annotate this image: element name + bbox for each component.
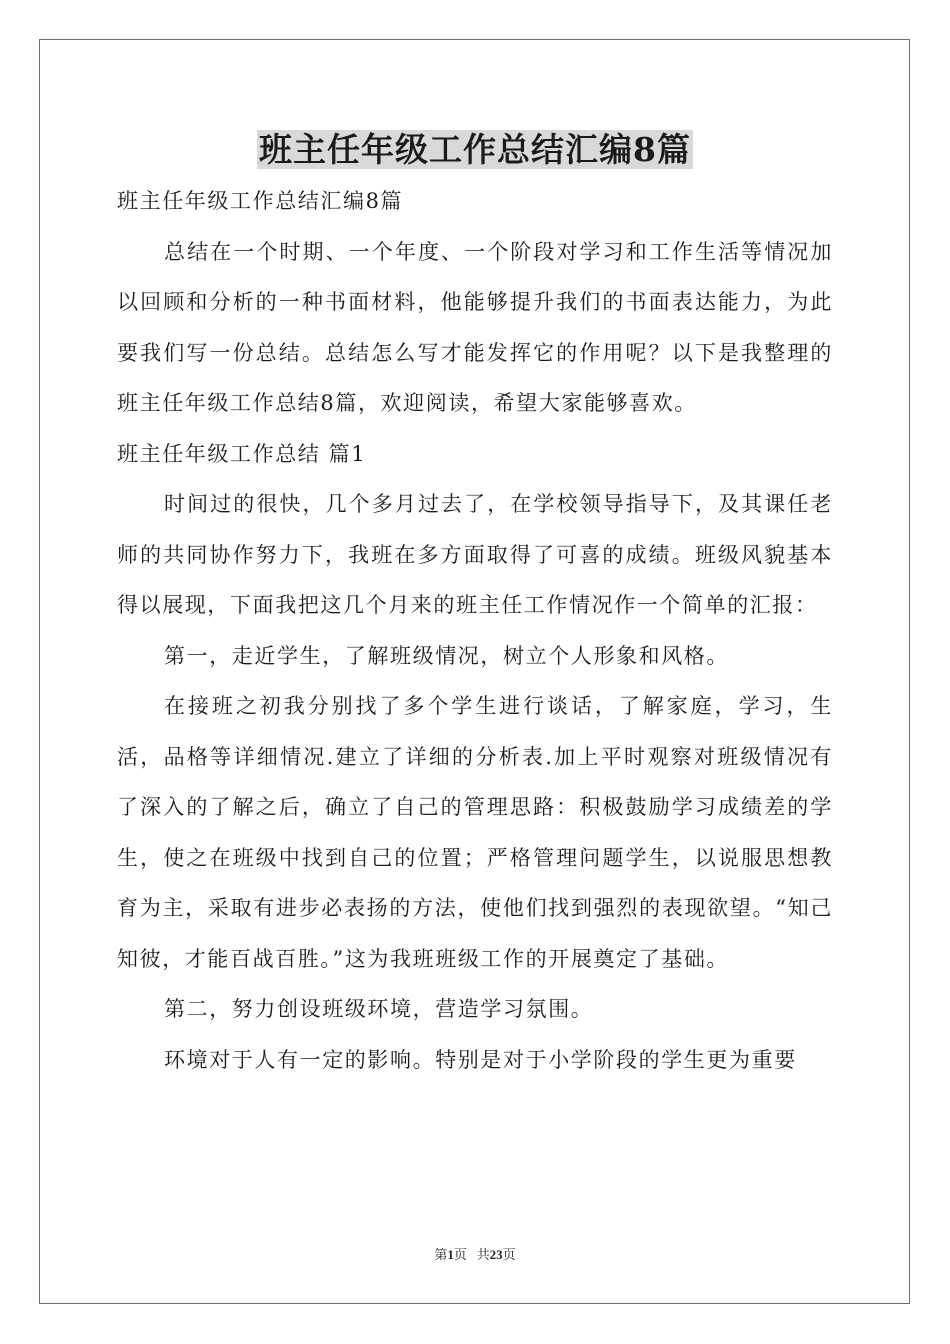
- page-label-suffix: 页: [502, 1247, 516, 1262]
- paragraph: 总结在一个时期、一个年度、一个阶段对学习和工作生活等情况加以回顾和分析的一种书面材料，他能够提升我们的书面表达能力，为此要我们写一份总结。总结怎么写才能发挥它的作用呢？以下是我整理的班主任年级工作总结8篇，欢迎阅读，希望大家能够喜欢。: [117, 239, 833, 415]
- document-title: [0, 128, 950, 172]
- page-label-prefix: 第: [434, 1247, 448, 1262]
- paragraph: 时间过的很快，几个多月过去了，在学校领导指导下，及其课任老师的共同协作努力下，我班在多方面取得了可喜的成绩。班级风貌基本得以展现，下面我把这几个月来的班主任工作情况作一个简单的汇报：: [117, 492, 833, 617]
- paragraph: 在接班之初我分别找了多个学生进行谈话，了解家庭，学习，生活，品格等详细情况.建立了详细的分析表.加上平时观察对班级情况有了深入的了解之后，确立了自己的管理思路：积极鼓励学习成绩差的学生，使之在班级中找到自己的位置；严格管理问题学生，以说服思想教育为主，采取有进步必表扬的方法，使他们找到强烈的表现欲望。“知己知彼，才能百战百胜。”这为我班班级工作的开展奠定了基础。: [117, 694, 833, 971]
- paragraph: 班主任年级工作总结汇编8篇: [117, 189, 404, 213]
- document-title-text: 班主任年级工作总结汇编8篇: [259, 130, 691, 169]
- page-footer: [0, 1246, 950, 1264]
- paragraph: 第一，走近学生，了解班级情况，树立个人形象和风格。: [164, 643, 729, 668]
- paragraph: 环境对于人有一定的影响。特别是对于小学阶段的学生更为重要: [164, 1047, 797, 1072]
- current-page-number: 1: [447, 1247, 454, 1262]
- paragraph: 第二，努力创设班级环境，营造学习氛围。: [164, 997, 594, 1021]
- total-pages-number: 23: [489, 1247, 503, 1262]
- page-label-mid: 页 共: [453, 1247, 490, 1262]
- section-heading: 班主任年级工作总结 篇1: [117, 441, 367, 466]
- document-body: [117, 176, 833, 1085]
